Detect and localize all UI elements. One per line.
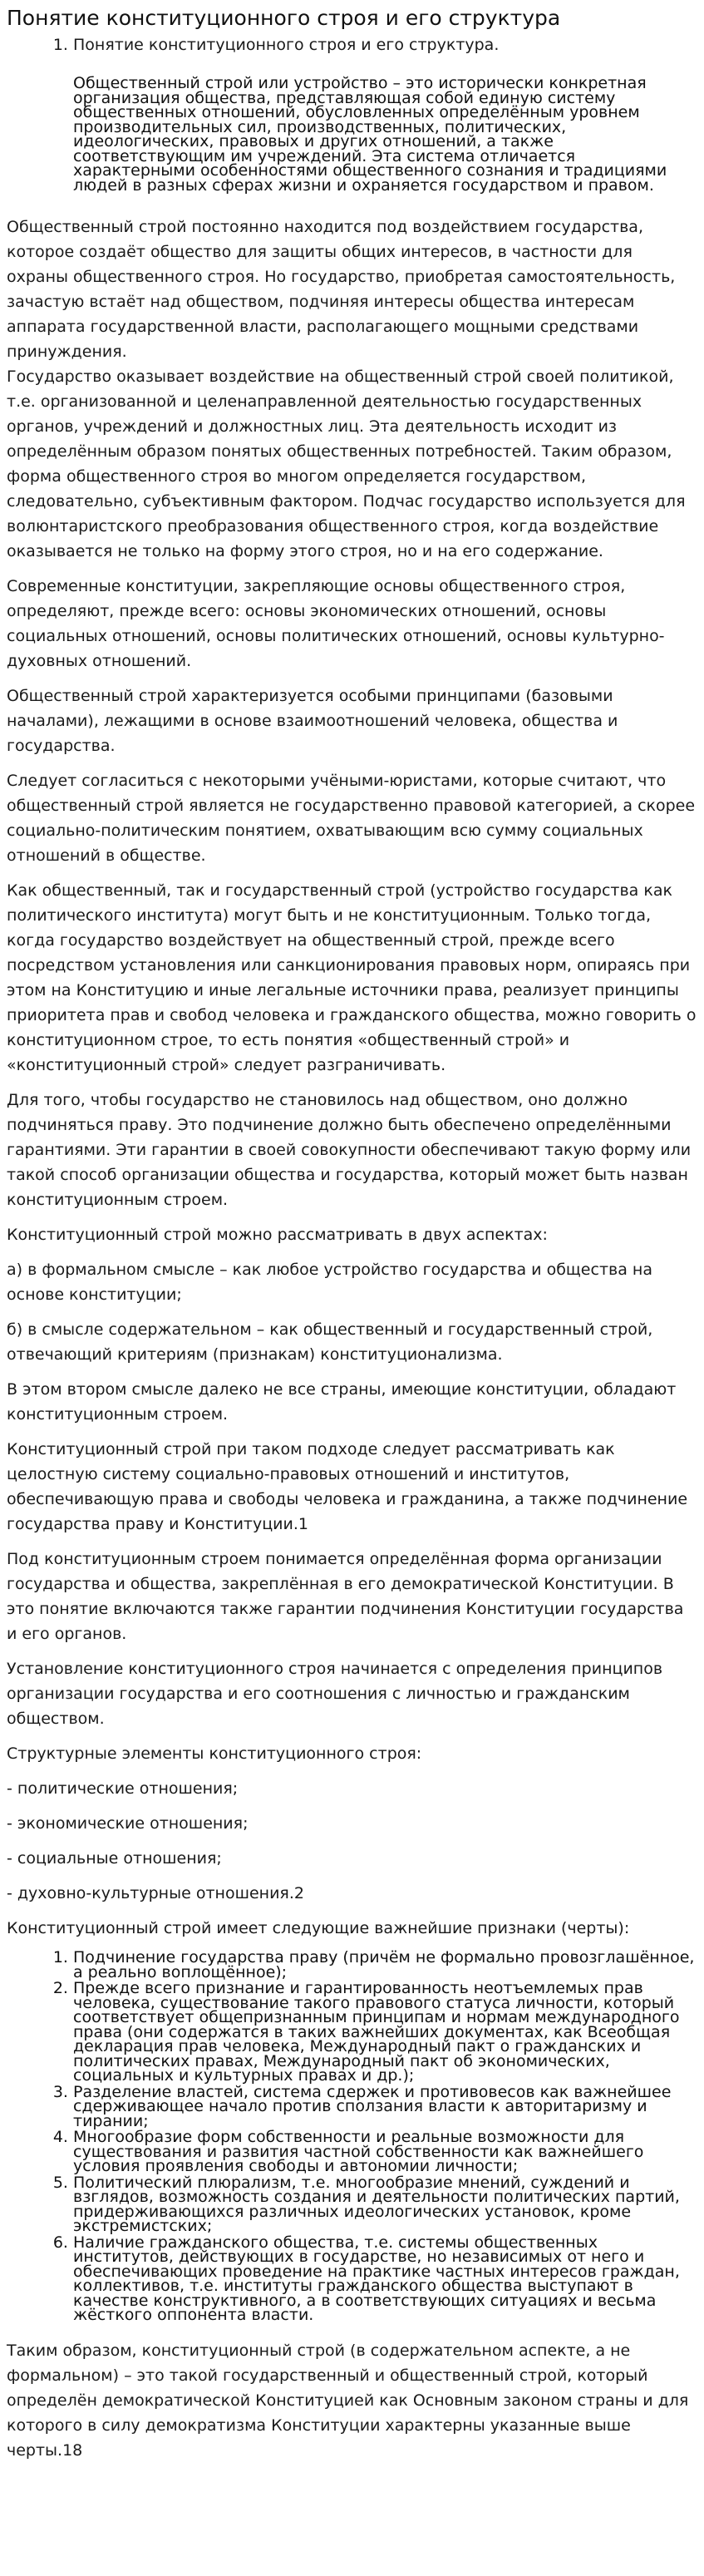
feature-item: 4. Многообразие форм собственности и реальные возможности для существования и развития частной собственности как важнейшего условия проявления свободы и автономии личности; <box>73 2130 697 2174</box>
paragraph: а) в формальном смысле – как любое устройство государства и общества на основе конституции; <box>7 1261 652 1304</box>
paragraph: В этом втором смысле далеко не все страны, имеющие конституции, обладают конституционным строем. <box>7 1380 677 1424</box>
definition-paragraph: Общественный строй или устройство – это исторически конкретная организация общества, представляющая собой единую систему общественных отношений, обусловленных определённым уровнем производительных сил, производственных, политических, идеологических, правовых и других отношений, а также соответствующим им учреждений. Эта система отличается характерными особенностями общественного сознания и традициями людей в разных сферах жизни и охраняется государством и правом. <box>73 74 667 195</box>
topic-item <box>73 35 697 193</box>
structural-elements-heading: Структурные элементы конституционного строя: <box>7 1744 422 1763</box>
paragraph: Для того, чтобы государство не становилось над обществом, оно должно подчиняться праву. Это подчинение должно быть обеспечено определёнными гарантиями. Эти гарантии в своей совокупности обеспечивают такую форму или такой способ организации общества и государства, который может быть назван конституционным строем. <box>7 1091 692 1209</box>
paragraph: Следует согласиться с некоторыми учёными-юристами, которые считают, что общественный строй является не государственно правовой категорией, а скорее социально-политическим понятием, охватывающим всю сумму социальных отношений в обществе. <box>7 772 696 865</box>
structural-element-item: - экономические отношения; <box>7 1814 249 1833</box>
paragraph: Установление конституционного строя начинается с определения принципов организации государства и его соотношения с личностью и гражданским обществом. <box>7 1660 663 1728</box>
topic-list <box>7 35 697 193</box>
structural-element-item: - социальные отношения; <box>7 1849 222 1868</box>
feature-item: 5. Политический плюрализм, т.е. многообразие мнений, суждений и взглядов, возможность создания и деятельности политических партий, придерживающихся различных идеологических установок, кроме экстремистских; <box>73 2176 697 2234</box>
paragraph: Современные конституции, закрепляющие основы общественного строя, определяют, прежде всего: основы экономических отношений, основы социальных отношений, основы политических отношений, основы культурно-духовных отношений. <box>7 577 665 670</box>
body-text <box>7 215 697 1941</box>
paragraph: Общественный строй характеризуется особыми принципами (базовыми началами), лежащими в основе взаимоотношений человека, общества и государства. <box>7 687 618 755</box>
paragraph: Конституционный строй можно рассматривать в двух аспектах: <box>7 1226 548 1244</box>
feature-item: 2. Прежде всего признание и гарантированность неотъемлемых прав человека, существование такого правового статуса личности, который соответствует общепризнанным принципам и нормам международного права (они содержатся в таких важнейших документах, как Всеобщая декларация прав человека, Международный пакт о гражданских и политических правах, Международный пакт об экономических, социальных и культурных правах и др.); <box>73 1981 697 2084</box>
structural-element-item: - духовно-культурные отношения.2 <box>7 1884 304 1902</box>
paragraph: Общественный строй постоянно находится под воздействием государства, которое создаёт общество для защиты общих интересов, в частности для охраны общественного строя. Но государство, приобретая самостоятельность, зачастую встаёт над обществом, подчиняя интересы общества интересам аппарата государственной власти, располагающего мощными средствами принуждения. <box>7 218 676 361</box>
paragraph: Под конституционным строем понимается определённая форма организации государства и общества, закреплённая в его демократической Конституции. В это понятие включаются также гарантии подчинения Конституции государства и его органов. <box>7 1550 684 1643</box>
page-title: Понятие конституционного строя и его структура <box>7 6 561 30</box>
conclusion-paragraph: Таким образом, конституционный строй (в содержательном аспекте, а не формальном) – это такой государственный и общественный строй, который определён демократической Конституцией как Основным законом страны и для которого в силу демократизма Конституции характерны указанные выше черты.18 <box>7 2341 689 2460</box>
paragraph: Государство оказывает воздействие на общественный строй своей политикой, т.е. организованной и целенаправленной деятельностью государственных органов, учреждений и должностных лиц. Эта деятельность исходит из определённым образом понятых общественных потребностей. Таким образом, форма общественного строя во многом определяется государством, следовательно, субъективным фактором. Подчас государство используется для волюнтаристского преобразования общественного строя, когда воздействие оказывается не только на форму этого строя, но и на его содержание. <box>7 368 686 560</box>
structural-element-item: - политические отношения; <box>7 1779 239 1798</box>
paragraph: б) в смысле содержательном – как общественный и государственный строй, отвечающий критериям (признакам) конституционализма. <box>7 1320 653 1364</box>
feature-item: 6. Наличие гражданского общества, т.е. системы общественных институтов, действующих в государстве, но независимых от него и обеспечивающих проведение на практике частных интересов граждан, коллективов, т.е. институты гражданского общества выступают в качестве конструктивного, а в соответствующих ситуациях и весьма жёсткого оппонента власти. <box>73 2236 697 2323</box>
features-heading: Конституционный строй имеет следующие важнейшие признаки (черты): <box>7 1919 630 1937</box>
paragraph: Конституционный строй при таком подходе следует рассматривать как целостную систему социально-правовых отношений и институтов, обеспечивающую права и свободы человека и гражданина, а также подчинение государства праву и Конституции.1 <box>7 1440 688 1533</box>
feature-item: 1. Подчинение государства праву (причём не формально провозглашённое, а реально воплощённое); <box>73 1951 697 1980</box>
feature-item: 3. Разделение властей, система сдержек и противовесов как важнейшее сдерживающее начало против сползания власти к авторитаризму и тирании; <box>73 2085 697 2129</box>
paragraph: Как общественный, так и государственный строй (устройство государства как политического института) могут быть и не конституционным. Только тогда, когда государство воздействует на общественный строй, прежде всего посредством установления или санкционирования правовых норм, опираясь при этом на Конституцию и иные легальные источники права, реализует принципы приоритета прав и свобод человека и гражданского общества, можно говорить о конституционном строе, то есть понятия «общественный строй» и «конституционный строй» следует разграничивать. <box>7 881 697 1074</box>
features-list <box>7 1948 697 2324</box>
topic-heading: 1. Понятие конституционного строя и его структура. <box>73 36 500 54</box>
